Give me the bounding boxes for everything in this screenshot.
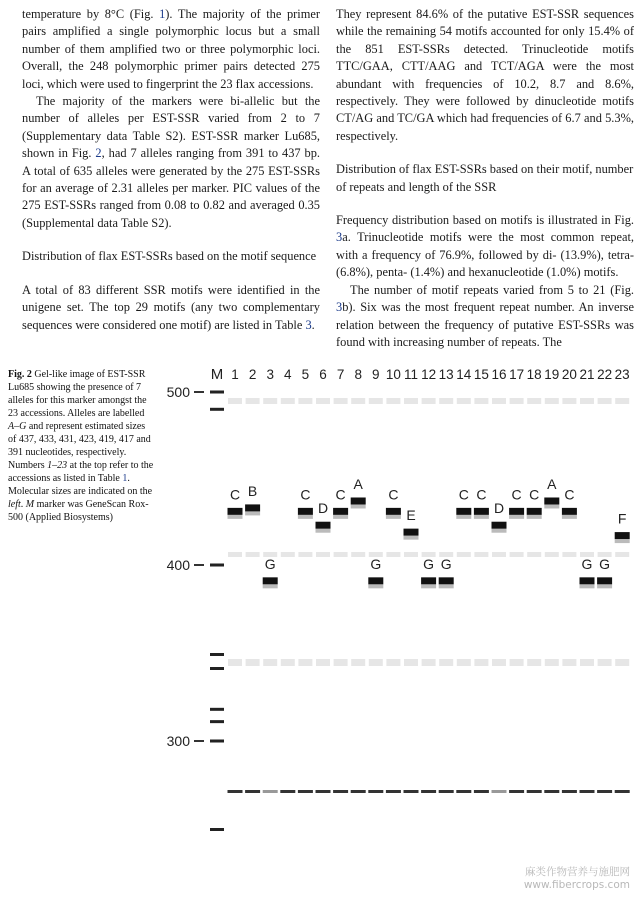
faint-band xyxy=(298,659,312,666)
faint-band xyxy=(510,398,524,404)
lane-number-label: 11 xyxy=(403,367,419,382)
allele-label: D xyxy=(317,500,329,517)
band-shadow xyxy=(509,515,524,519)
common-band xyxy=(456,790,471,793)
allele-label: G xyxy=(264,555,276,572)
allele-band xyxy=(492,522,507,529)
text-run: The number of motif repeats varied from 5 to 21 (Fig. xyxy=(350,282,634,297)
lane-number-label: 8 xyxy=(354,367,362,382)
faint-band xyxy=(334,398,348,404)
faint-band xyxy=(351,398,365,404)
faint-band xyxy=(281,398,295,404)
allele-label: C xyxy=(458,486,469,503)
band-shadow xyxy=(368,584,383,588)
allele-band xyxy=(333,508,348,515)
figure-reference-link[interactable]: 3 xyxy=(336,230,343,245)
size-tick xyxy=(194,564,204,566)
common-band xyxy=(351,790,366,793)
text-run: ). The majority of the primer pairs amplified a single polymorphic locus but a small number of them amplified two or three polymorphic loci. Overall, the 248 polymorphic primer pairs detected 275 loci, which were used to fingerprint the 23 flax accessions. xyxy=(22,7,320,91)
allele-band xyxy=(544,497,559,504)
size-label: 300 xyxy=(166,733,190,749)
figure-reference-link[interactable]: 2 xyxy=(95,146,102,161)
band-shadow xyxy=(562,515,577,519)
allele-band xyxy=(351,497,366,504)
faint-band xyxy=(510,659,524,666)
faint-band xyxy=(228,659,242,666)
band-shadow xyxy=(316,529,331,533)
allele-band xyxy=(474,508,489,515)
band-shadow xyxy=(228,515,243,519)
band-shadow xyxy=(474,515,489,519)
faint-band xyxy=(298,398,312,404)
faint-band xyxy=(246,398,260,404)
faint-band xyxy=(439,659,453,666)
faint-band xyxy=(351,659,365,666)
faint-band xyxy=(316,659,330,666)
marker-band xyxy=(210,408,224,411)
size-tick xyxy=(194,391,204,393)
common-band xyxy=(386,790,401,793)
allele-band xyxy=(316,522,331,529)
common-band xyxy=(245,790,260,793)
band-shadow xyxy=(580,584,595,588)
allele-label: G xyxy=(370,555,382,572)
allele-band xyxy=(562,508,577,515)
section-heading: Distribution of flax EST-SSRs based on their motif, number of repeats and length of the SSR xyxy=(336,162,634,194)
marker-band xyxy=(210,391,224,394)
common-band xyxy=(368,790,383,793)
text-run: The majority of the markers were bi-allelic but the number of alleles per EST-SSR varied from 2 to 7 (Supplementary data Table S2). EST-SSR marker Lu685, shown in Fig. xyxy=(22,94,320,161)
lane-number-label: 10 xyxy=(385,367,401,382)
faint-band xyxy=(562,398,576,404)
allele-label: G xyxy=(599,555,611,572)
allele-label: C xyxy=(511,486,522,503)
band-shadow xyxy=(439,584,454,588)
faint-band xyxy=(457,659,471,666)
size-tick xyxy=(194,740,204,742)
faint-band xyxy=(422,398,436,404)
faint-band xyxy=(281,659,295,666)
lane-number-label: 20 xyxy=(561,367,577,382)
allele-label: D xyxy=(493,500,505,517)
faint-band xyxy=(369,659,383,666)
allele-label: G xyxy=(440,555,452,572)
allele-label: A xyxy=(547,475,557,492)
watermark-line: www.fibercrops.com xyxy=(523,879,630,891)
allele-label: A xyxy=(353,475,363,492)
common-band xyxy=(527,790,542,793)
faint-band xyxy=(598,398,612,404)
common-band xyxy=(263,790,278,793)
allele-band xyxy=(298,508,313,515)
lane-number-label: 4 xyxy=(284,367,292,382)
allele-band xyxy=(245,504,260,511)
faint-band xyxy=(263,659,277,666)
faint-band xyxy=(510,552,524,557)
marker-band xyxy=(210,564,224,567)
lane-number-label: 14 xyxy=(456,367,472,382)
section-heading: Distribution of flax EST-SSRs based on the motif sequence xyxy=(22,249,317,264)
lane-number-label: 22 xyxy=(597,367,613,382)
faint-band xyxy=(545,659,559,666)
faint-band xyxy=(246,552,260,557)
lane-number-label: 7 xyxy=(336,367,345,382)
common-band xyxy=(280,790,295,793)
text-run: Frequency distribution based on motifs is illustrated in Fig. xyxy=(336,213,634,228)
lane-number-label: 1 xyxy=(231,367,239,382)
italic-text: 1–23 xyxy=(47,460,68,471)
text-run: , had 7 alleles ranging from 391 to 437 bp. A total of 635 alleles were generated by the 275 EST-SSRs for an average of 2.31 alleles per marker. PIC values of the 275 EST-SSRs ranged from 0.08 to 0.82 and averaged 0.35 (Supplemental data Table S2). xyxy=(22,146,320,230)
allele-band xyxy=(597,577,612,584)
allele-label: C xyxy=(476,486,487,503)
allele-label: C xyxy=(335,486,346,503)
faint-band xyxy=(615,398,629,404)
faint-band xyxy=(404,659,418,666)
marker-band xyxy=(210,720,224,723)
faint-band xyxy=(492,398,506,404)
marker-band xyxy=(210,653,224,656)
allele-band xyxy=(368,577,383,584)
faint-band xyxy=(422,659,436,666)
allele-band xyxy=(439,577,454,584)
faint-band xyxy=(228,552,242,557)
faint-band xyxy=(246,659,260,666)
faint-band xyxy=(527,659,541,666)
lane-number-label: 5 xyxy=(301,367,310,382)
figure-label: Fig. 2 xyxy=(8,369,32,380)
common-band xyxy=(404,790,419,793)
lane-number-label: 18 xyxy=(526,367,542,382)
allele-band xyxy=(527,508,542,515)
common-band xyxy=(597,790,612,793)
band-shadow xyxy=(245,511,260,515)
lane-number-label: 23 xyxy=(614,367,630,382)
lane-number-label: 9 xyxy=(372,367,380,382)
marker-band xyxy=(210,667,224,670)
size-label: 500 xyxy=(166,384,190,400)
band-shadow xyxy=(333,515,348,519)
lane-number-label: 3 xyxy=(266,367,274,382)
faint-band xyxy=(474,659,488,666)
common-band xyxy=(492,790,507,793)
marker-band xyxy=(210,708,224,711)
marker-band xyxy=(210,740,224,743)
faint-band xyxy=(474,398,488,404)
allele-band xyxy=(580,577,595,584)
faint-band xyxy=(492,659,506,666)
text-run: They represent 84.6% of the putative EST-SSR sequences while the remaining 54 motifs accounted for only 15.4% of the 851 EST-SSRs detected. Trinucleotide motifs TTC/GAA, CTT/AAG and TCT/AGA were the most abundant with frequencies of 10.2, 8.7 and 8.6%, respectively. They were followed by dinucleotide motifs CT/AG and TC/GA which had frequencies of 6.7 and 5.3%, respectively. xyxy=(336,7,634,143)
allele-band xyxy=(456,508,471,515)
common-band xyxy=(615,790,630,793)
faint-band xyxy=(492,552,506,557)
allele-band xyxy=(228,508,243,515)
lane-number-label: 13 xyxy=(438,367,454,382)
figure-reference-link[interactable]: 3 xyxy=(336,300,343,315)
marker-band xyxy=(210,828,224,831)
text-run: b). Six was the most frequent repeat number. An inverse relation between the frequency of putative EST-SSRs was found with increasing number of repeats. The xyxy=(336,300,634,349)
allele-label: C xyxy=(564,486,575,503)
band-shadow xyxy=(263,584,278,588)
common-band xyxy=(228,790,243,793)
allele-band xyxy=(509,508,524,515)
common-band xyxy=(298,790,313,793)
faint-band xyxy=(334,659,348,666)
faint-band xyxy=(386,659,400,666)
faint-band xyxy=(457,398,471,404)
common-band xyxy=(439,790,454,793)
faint-band xyxy=(228,398,242,404)
faint-band xyxy=(615,552,629,557)
lane-number-label: 6 xyxy=(319,367,327,382)
text-run: temperature by 8°C (Fig. xyxy=(22,7,160,21)
allele-label: B xyxy=(247,482,258,499)
watermark xyxy=(524,866,630,892)
marker-lane-label: M xyxy=(210,366,224,383)
band-shadow xyxy=(404,536,419,540)
text-run: . Molecular sizes are indicated on the xyxy=(8,473,153,497)
faint-band xyxy=(316,552,330,557)
faint-band xyxy=(404,552,418,557)
band-shadow xyxy=(456,515,471,519)
common-band xyxy=(562,790,577,793)
common-band xyxy=(580,790,595,793)
allele-label: F xyxy=(617,510,627,527)
faint-band xyxy=(351,552,365,557)
common-band xyxy=(474,790,489,793)
text-run: a. Trinucleotide motifs were the most common repeat, with a frequency of 76.9%, followed by di- (13.9%), tetra- (6.8%), penta- (1.4%) and hexanucleotide (1.0%) motifs. xyxy=(336,230,634,280)
faint-band xyxy=(298,552,312,557)
allele-band xyxy=(386,508,401,515)
faint-band xyxy=(580,398,594,404)
faint-band xyxy=(369,398,383,404)
faint-band xyxy=(562,552,576,557)
text-run: . xyxy=(311,317,315,332)
lane-number-label: 21 xyxy=(579,367,595,382)
faint-band xyxy=(281,552,295,557)
band-shadow xyxy=(386,515,401,519)
allele-band xyxy=(421,577,436,584)
italic-text: M xyxy=(25,499,35,510)
faint-band xyxy=(334,552,348,557)
lane-number-label: 16 xyxy=(491,367,507,382)
italic-text: left xyxy=(8,499,21,510)
allele-band xyxy=(263,577,278,584)
figure-reference-link[interactable]: 1 xyxy=(122,473,128,484)
allele-label: C xyxy=(529,486,540,503)
text-run: marker was GeneScan Rox-500 (Applied Biosystems) xyxy=(8,499,149,523)
italic-text: A–G xyxy=(8,421,27,432)
faint-band xyxy=(439,398,453,404)
lane-number-label: 19 xyxy=(544,367,560,382)
allele-band xyxy=(615,532,630,539)
text-run: A total of 83 different SSR motifs were identified in the unigene set. The top 29 motifs (any two complementary sequences were considered one motif) are listed in Table xyxy=(22,282,320,332)
band-shadow xyxy=(615,539,630,543)
allele-label: G xyxy=(581,555,593,572)
figure-reference-link[interactable]: 3 xyxy=(305,317,312,332)
faint-band xyxy=(474,552,488,557)
lane-number-label: 2 xyxy=(248,367,257,382)
allele-band xyxy=(404,529,419,536)
faint-band xyxy=(615,659,629,666)
text-run: and represent estimated sizes of 437, 433, 431, 423, 419, 417 and 391 nucleotides, respectively. Numbers xyxy=(8,421,151,471)
text-run: . xyxy=(20,499,26,510)
common-band xyxy=(544,790,559,793)
lane-number-label: 12 xyxy=(421,367,437,382)
watermark-line: 麻类作物营养与施肥网 xyxy=(525,866,630,878)
band-shadow xyxy=(527,515,542,519)
size-label: 400 xyxy=(166,557,190,573)
band-shadow xyxy=(351,504,366,508)
faint-band xyxy=(457,552,471,557)
band-shadow xyxy=(544,504,559,508)
allele-label: C xyxy=(300,486,311,503)
faint-band xyxy=(527,398,541,404)
allele-label: C xyxy=(229,486,241,503)
allele-label: E xyxy=(406,507,416,524)
common-band xyxy=(316,790,331,793)
faint-band xyxy=(386,398,400,404)
faint-band xyxy=(263,398,277,404)
lane-number-label: 17 xyxy=(509,367,525,382)
faint-band xyxy=(404,398,418,404)
lane-number-label: 15 xyxy=(473,367,489,382)
faint-band xyxy=(598,659,612,666)
text-run: at the top refer to the accessions as listed in Table xyxy=(8,460,154,484)
faint-band xyxy=(562,659,576,666)
faint-band xyxy=(545,398,559,404)
band-shadow xyxy=(597,584,612,588)
figure-reference-link[interactable]: 1 xyxy=(159,7,166,21)
common-band xyxy=(421,790,436,793)
faint-band xyxy=(316,398,330,404)
common-band xyxy=(509,790,524,793)
text-run: Gel-like image of EST-SSR Lu685 showing the presence of 7 alleles for this marker amongst the 23 accessions. Alleles are labelled xyxy=(8,369,147,419)
faint-band xyxy=(386,552,400,557)
band-shadow xyxy=(298,515,313,519)
common-band xyxy=(333,790,348,793)
band-shadow xyxy=(492,529,507,533)
faint-band xyxy=(527,552,541,557)
band-shadow xyxy=(421,584,436,588)
faint-band xyxy=(580,659,594,666)
faint-band xyxy=(545,552,559,557)
allele-label: C xyxy=(388,486,399,503)
allele-label: G xyxy=(423,555,435,572)
